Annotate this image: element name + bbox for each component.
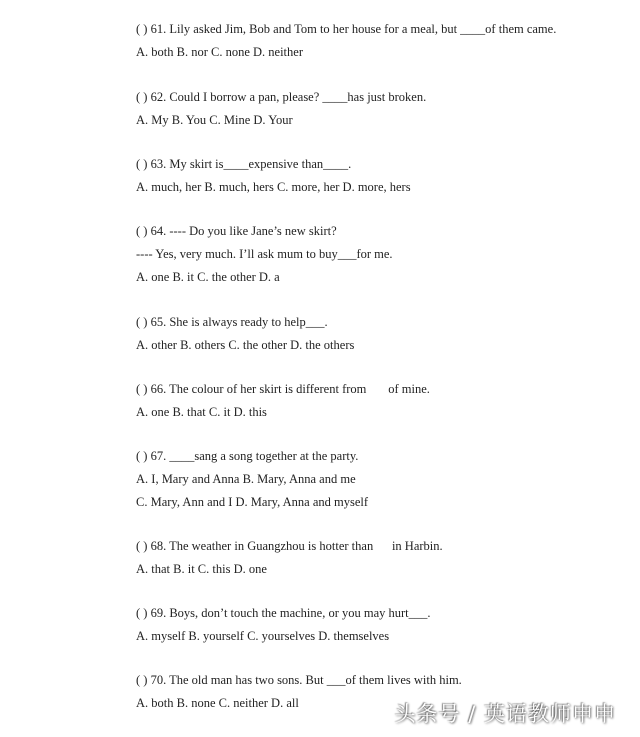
question-67 bbox=[136, 445, 616, 514]
answer-options: A. My B. You C. Mine D. Your bbox=[136, 113, 293, 127]
answer-options: A. myself B. yourself C. yourselves D. themselves bbox=[136, 629, 390, 643]
answer-options: A. that B. it C. this D. one bbox=[136, 562, 267, 576]
question-63 bbox=[136, 153, 616, 199]
question-stem: ( ) 68. The weather in Guangzhou is hotter than in Harbin. bbox=[136, 539, 443, 553]
answer-options: A. both B. nor C. none D. neither bbox=[136, 45, 303, 59]
answer-options: A. one B. it C. the other D. a bbox=[136, 270, 280, 284]
answer-options: A. other B. others C. the other D. the others bbox=[136, 338, 355, 352]
question-stem: ( ) 64. ---- Do you like Jane’s new skirt? bbox=[136, 224, 337, 238]
answer-options-continued: C. Mary, Ann and I D. Mary, Anna and myself bbox=[136, 495, 369, 509]
answer-options: A. one B. that C. it D. this bbox=[136, 405, 267, 419]
question-62 bbox=[136, 86, 616, 132]
question-stem: ( ) 67. ____sang a song together at the party. bbox=[136, 449, 359, 463]
question-stem: ( ) 61. Lily asked Jim, Bob and Tom to her house for a meal, but ____of them came. bbox=[136, 22, 557, 36]
question-stem: ( ) 62. Could I borrow a pan, please? ____has just broken. bbox=[136, 90, 427, 104]
source-watermark: 头条号 / 英语教师申申 bbox=[394, 702, 616, 726]
question-stem: ( ) 65. She is always ready to help___. bbox=[136, 315, 328, 329]
question-66 bbox=[136, 378, 616, 424]
question-stem-continued: ---- Yes, very much. I’ll ask mum to buy___for me. bbox=[136, 247, 393, 261]
question-stem: ( ) 69. Boys, don’t touch the machine, or you may hurt___. bbox=[136, 606, 431, 620]
question-stem: ( ) 63. My skirt is____expensive than____. bbox=[136, 157, 352, 171]
question-65 bbox=[136, 311, 616, 357]
answer-options: A. much, her B. much, hers C. more, her D. more, hers bbox=[136, 180, 411, 194]
question-stem: ( ) 70. The old man has two sons. But ___of them lives with him. bbox=[136, 673, 462, 687]
question-stem: ( ) 66. The colour of her skirt is different from of mine. bbox=[136, 382, 430, 396]
answer-options: A. I, Mary and Anna B. Mary, Anna and me bbox=[136, 472, 356, 486]
question-64 bbox=[136, 220, 616, 289]
answer-options: A. both B. none C. neither D. all bbox=[136, 696, 299, 710]
question-68 bbox=[136, 535, 616, 581]
question-61 bbox=[136, 18, 616, 64]
question-69 bbox=[136, 602, 616, 648]
